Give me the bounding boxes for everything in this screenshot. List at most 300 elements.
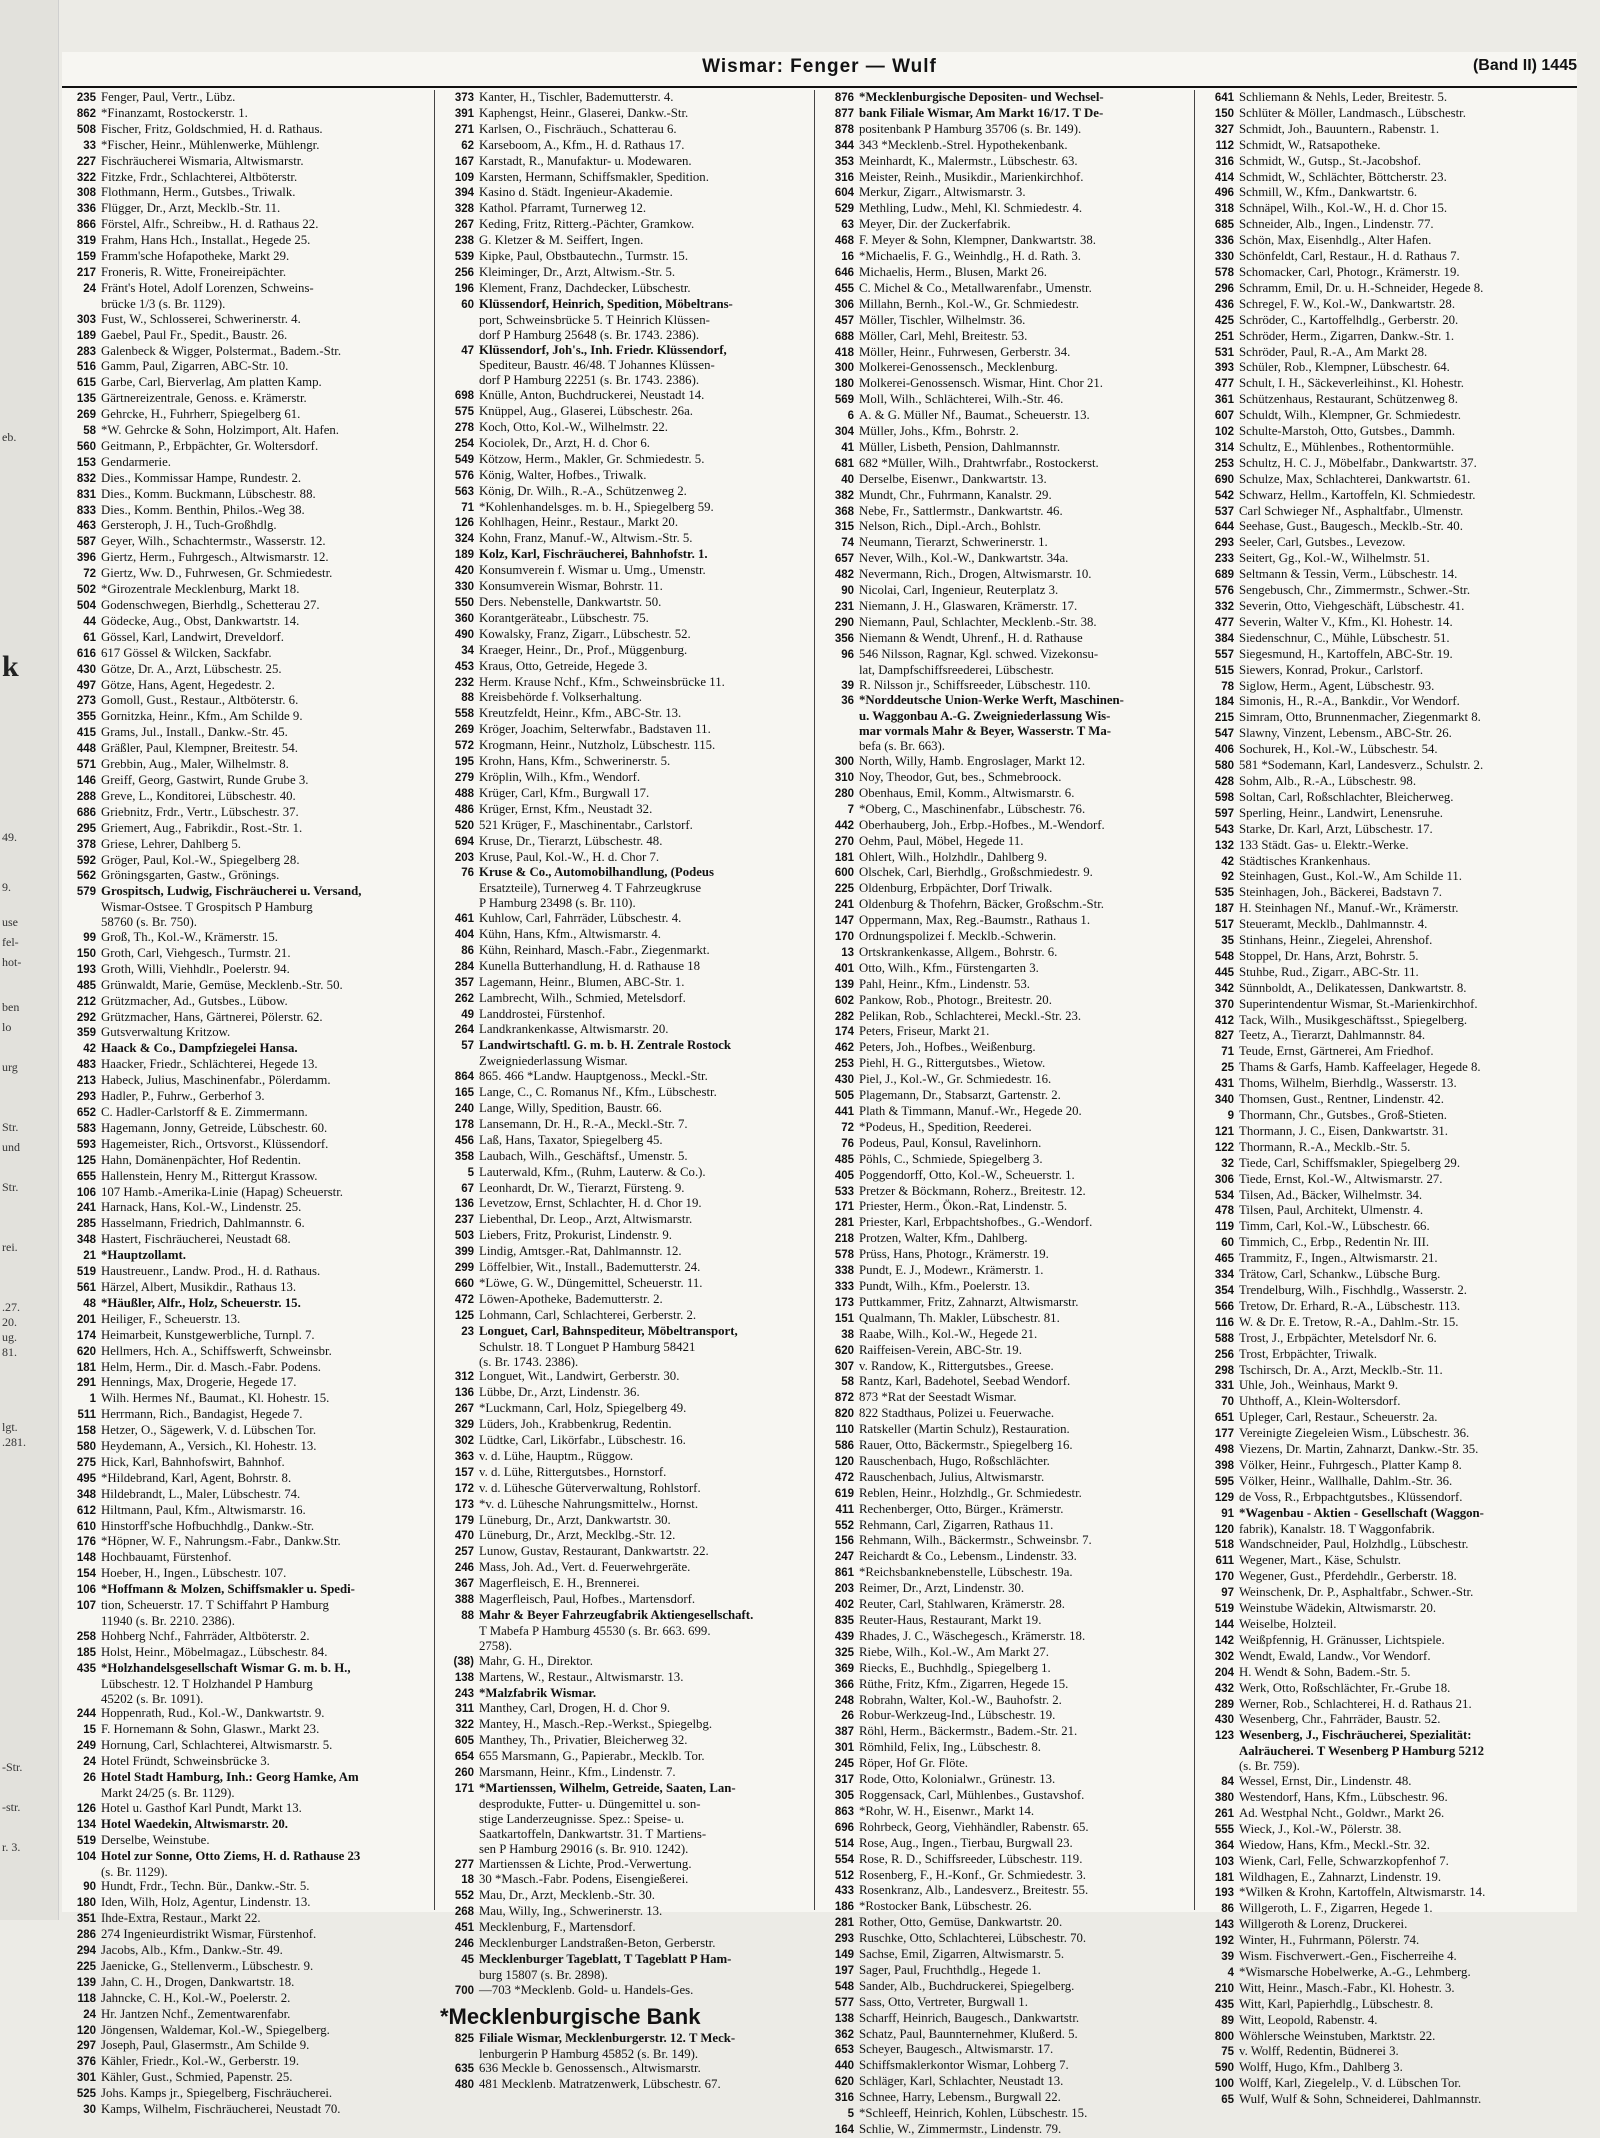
phone-number: 560 [76,440,96,453]
entry-text: Derselbe, Weinstube. [101,1832,210,1847]
directory-column-3 [820,90,1185,2136]
phone-number: 578 [1214,266,1234,279]
phone-number: 118 [77,1992,96,2005]
directory-entry [440,881,805,896]
phone-number: 25 [1221,1062,1234,1075]
entry-text: *Finanzamt, Rostockerstr. 1. [101,105,248,120]
directory-entry [440,1560,805,1576]
directory-entry [440,154,805,170]
phone-number: 555 [1214,1823,1234,1836]
entry-text: Gräßler, Paul, Klempner, Breitestr. 54. [101,741,298,756]
phone-number: 820 [834,1408,854,1421]
phone-number: 700 [454,1984,474,1997]
directory-entry [62,1216,427,1232]
margin-fragment: fel- [2,935,19,949]
entry-text: Schröder, Paul, R.-A., Am Markt 28. [1239,344,1428,359]
phone-number: 159 [76,251,96,264]
entry-text: *Schleeff, Heinrich, Kohlen, Lübschestr. 15. [859,2106,1088,2121]
directory-entry [1200,1633,1565,1649]
directory-entry [1200,1076,1565,1092]
directory-entry [820,424,1185,440]
directory-entry [440,943,805,959]
entry-text: Molkerei-Genossensch. Wismar, Hint. Chor 21. [859,376,1103,391]
entry-text: Groß, Th., Kol.-W., Krämerstr. 15. [101,930,279,945]
directory-entry [62,2070,427,2086]
directory-entry [440,818,805,834]
directory-entry [440,1936,805,1952]
entry-text: Rüthe, Fritz, Kfm., Zigarren, Hegede 15. [859,1676,1069,1691]
phone-number: 233 [1214,553,1234,566]
directory-entry [1200,1649,1565,1665]
margin-fragment: lo [2,1020,12,1034]
phone-number: 299 [454,1262,474,1275]
directory-entry [440,1244,805,1260]
directory-entry [1200,1838,1565,1854]
phone-number: 505 [834,1090,854,1103]
phone-number: 71 [461,501,474,514]
phone-number: 578 [834,1249,854,1262]
entry-text: Tilsen, Paul, Architekt, Ulmenstr. 4. [1239,1203,1424,1218]
phone-number: 561 [76,1281,96,1294]
directory-entry [62,1169,427,1185]
entry-text: 30 *Masch.-Fabr. Podens, Eisengießerei. [479,1872,689,1887]
directory-entry [440,1686,805,1702]
entry-text: Griemert, Aug., Fabrikdir., Rost.-Str. 1. [101,820,303,835]
phone-number: 496 [1214,187,1234,200]
directory-entry [820,631,1185,647]
directory-entry [62,423,427,439]
entry-text: Mau, Willy, Ing., Schwerinerstr. 13. [479,1904,663,1919]
directory-entry [1200,1028,1565,1044]
phone-number: 306 [1214,1173,1234,1186]
margin-fragment: use [2,915,18,929]
phone-number: 120 [1214,1523,1234,1536]
entry-text: Kruse, Paul, Kol.-W., H. d. Chor 7. [479,849,660,864]
directory-entry [62,1722,427,1738]
phone-number: 303 [76,313,96,326]
entry-text: Schnee, Harry, Lebensm., Burgwall 22. [859,2090,1061,2105]
entry-text: Oppermann, Max, Reg.-Baumstr., Rathaus 1. [859,913,1091,928]
entry-text: Wöhlersche Weinstuben, Marktstr. 22. [1239,2028,1436,2043]
phone-number: 125 [454,1309,474,1322]
entry-text: Tschirsch, Dr. A., Arzt, Mecklb.-Str. 11. [1239,1362,1443,1377]
directory-entry [440,1544,805,1560]
directory-entry [62,978,427,994]
directory-entry [62,2054,427,2070]
directory-entry [440,1355,805,1370]
entry-text: Raiffeisen-Verein, ABC-Str. 19. [859,1342,1022,1357]
phone-number: 549 [454,453,474,466]
phone-number: 277 [454,1858,474,1871]
entry-text: Kohlhagen, Heinr., Restaur., Markt 20. [479,515,679,530]
phone-number: 641 [1214,92,1234,104]
directory-entry [820,1708,1185,1724]
entry-text: Flothmann, Herm., Gutsbes., Triwalk. [101,185,296,200]
directory-entry [440,1417,805,1433]
margin-fragment: lgt. [2,1420,18,1434]
directory-entry [62,1879,427,1895]
entry-text: stige Landerzeugnisse. Spez.: Speise- u. [479,1811,685,1826]
directory-entry [1200,1235,1565,1251]
directory-entry [820,1852,1185,1868]
entry-text: v. d. Lühe, Rittergutsbes., Hornstorf. [479,1464,667,1479]
entry-text: Karstadt, R., Manufaktur- u. Modewaren. [479,153,692,168]
directory-entry [62,1407,427,1423]
entry-text: Klüssendorf, Heinrich, Spedition, Möbeltrans- [479,296,733,311]
phone-number: 531 [1214,346,1234,359]
phone-number: 373 [454,92,474,104]
phone-number: 405 [834,1169,854,1182]
directory-entry [820,504,1185,520]
phone-number: 433 [834,1885,854,1898]
directory-entry [62,328,427,344]
phone-number: 297 [76,2040,96,2053]
phone-number: 146 [76,774,96,787]
entry-text: Hallenstein, Henry M., Rittergut Krassow. [101,1168,318,1183]
entry-text: Landkrankenkasse, Altwismarstr. 20. [479,1022,669,1037]
directory-entry [820,138,1185,154]
entry-text: Superintendentur Wismar, St.-Marienkirchhof. [1239,996,1478,1011]
entry-text: Podeus, Paul, Konsul, Ravelinhorn. [859,1135,1042,1150]
phone-number: 1 [89,1393,96,1406]
directory-entry [1200,1251,1565,1267]
entry-text: Schützenhaus, Restaurant, Schützenweg 8. [1239,392,1458,407]
directory-entry [62,1344,427,1360]
phone-number: 231 [834,601,854,613]
entry-text: Sochurek, H., Kol.-W., Lübschestr. 54. [1239,742,1438,757]
phone-number: 291 [76,1377,96,1390]
directory-entry [1200,1203,1565,1219]
directory-entry [62,646,427,662]
phone-number: 519 [76,1834,96,1847]
entry-text: Klüssendorf, Joh's., Inh. Friedr. Klüssendorf, [479,342,727,357]
entry-text: Lüders, Joh., Krabbenkrug, Redentin. [479,1417,672,1432]
phone-number: 436 [1214,298,1234,311]
directory-entry [62,1328,427,1344]
phone-number: 525 [76,2088,96,2101]
phone-number: 39 [841,679,854,692]
phone-number: 605 [454,1735,474,1748]
entry-text: *Martienssen, Wilhelm, Getreide, Saaten, Lan- [479,1780,736,1795]
directory-entry [820,1820,1185,1836]
phone-number: 40 [841,473,854,486]
entry-text: Hoppenrath, Rud., Kol.-W., Dankwartstr. 9. [101,1706,325,1721]
entry-text: Hotel Waedekin, Altwismarstr. 20. [101,1816,288,1831]
directory-entry [820,678,1185,694]
entry-text: Lohmann, Carl, Schlachterei, Gerberstr. 2. [479,1307,697,1322]
directory-entry [820,1645,1185,1661]
phone-number: 104 [76,1850,96,1863]
phone-number: 139 [834,978,854,991]
directory-entry [440,627,805,643]
directory-entry [820,1454,1185,1470]
directory-entry [440,1385,805,1401]
entry-text: Reuter-Haus, Restaurant, Markt 19. [859,1613,1042,1627]
entry-text: Siedenschnur, C., Mühle, Lübschestr. 51. [1239,630,1450,645]
entry-text: Hasselmann, Friedrich, Dahlmannstr. 6. [101,1216,305,1231]
entry-text: Schnäpel, Wilh., Kol.-W., H. d. Chor 15. [1239,201,1448,216]
entry-text: Groth, Willi, Viehhdlr., Poelerstr. 94. [101,961,290,976]
directory-entry [62,359,427,375]
directory-entry [820,1024,1185,1040]
phone-number: 271 [454,123,474,136]
entry-text: Roggensack, Carl, Mühlenbes., Gustavshof. [859,1787,1085,1802]
phone-number: 543 [1214,823,1234,836]
directory-entry [820,1899,1185,1915]
directory-entry [440,1781,805,1797]
directory-entry [440,1085,805,1101]
directory-entry [1200,1426,1565,1442]
entry-text: Jöngensen, Waldemar, Kol.-W., Spiegelberg. [101,2022,330,2037]
directory-entry [820,170,1185,186]
directory-entry [440,2061,805,2077]
directory-entry [62,534,427,550]
directory-entry [1200,154,1565,170]
entry-text: Markt 24/25 (s. Br. 1129). [101,1785,235,1800]
directory-entry [820,647,1185,663]
phone-number: 378 [76,838,96,851]
directory-entry [1200,1885,1565,1901]
entry-text: desprodukte, Futter- u. Düngemittel u. son- [479,1796,701,1811]
phone-number: 827 [1214,1030,1234,1043]
entry-text: Schliemann & Nehls, Leder, Breitestr. 5. [1239,90,1448,104]
entry-text: Schönfeldt, Carl, Restaur., H. d. Rathaus 7. [1239,249,1460,264]
directory-entry [820,1056,1185,1072]
entry-text: Tack, Wilh., Musikgeschäftsst., Spiegelberg. [1239,1012,1468,1027]
directory-entry [62,1849,427,1865]
phone-number: 16 [841,251,854,264]
phone-number: 139 [76,1976,96,1989]
directory-entry [820,1772,1185,1788]
directory-entry [1200,313,1565,329]
entry-text: Simram, Otto, Brunnenmacher, Ziegenmarkt 8. [1239,710,1481,725]
directory-entry [62,1943,427,1959]
entry-text: Wendt, Ewald, Landw., Vor Wendorf. [1239,1648,1431,1663]
phone-number: 322 [454,1719,474,1732]
entry-text: Förstel, Alfr., Schreibw., H. d. Rathaus 22. [101,217,319,232]
phone-number: 5 [467,1166,474,1179]
directory-entry [820,1311,1185,1327]
directory-entry [62,1471,427,1487]
entry-text: Robur-Werkzeug-Ind., Lübschestr. 19. [859,1708,1056,1723]
entry-text: Wegener, Gust., Pferdehdlr., Gerberstr. 18. [1239,1569,1457,1584]
entry-text: Frahm, Hans Hch., Installat., Hegede 25. [101,233,311,248]
directory-entry [62,1786,427,1801]
phone-number: 241 [834,899,854,912]
phone-number: 518 [1214,1539,1234,1552]
phone-number: 280 [834,787,854,800]
phone-number: 238 [454,235,474,248]
entry-text: Werner, Rob., Schlachterei, H. d. Rathaus 21. [1239,1696,1472,1711]
directory-entry [820,408,1185,424]
phone-number: 294 [76,1945,96,1958]
phone-number: 204 [1214,1666,1234,1679]
directory-entry [440,1576,805,1592]
phone-number: 49 [461,1008,474,1021]
directory-entry [62,1801,427,1817]
entry-text: Klement, Franz, Dachdecker, Lübschestr. [479,280,691,295]
entry-text: Fränt's Hotel, Adolf Lorenzen, Schweins- [101,280,314,295]
directory-entry [820,1088,1185,1104]
entry-text: Grebbin, Aug., Maler, Wilhelmstr. 8. [101,757,289,772]
directory-entry [62,821,427,837]
entry-text: Thormann, J. C., Eisen, Dankwartstr. 31. [1239,1123,1448,1138]
phone-number: 273 [76,695,96,708]
entry-text: Meister, Reinh., Musikdir., Marienkirchhof. [859,169,1084,184]
phone-number: 24 [83,2008,96,2021]
entry-text: Wolff, Karl, Ziegelelp., V. d. Lübschen Tor. [1239,2076,1462,2091]
phone-number: 414 [1214,171,1234,184]
phone-number: 171 [454,1782,474,1795]
directory-entry [820,2027,1185,2043]
entry-text: Puttkammer, Fritz, Zahnarzt, Altwismarstr. [859,1294,1079,1309]
entry-text: Groth, Carl, Viehgesch., Turmstr. 21. [101,945,291,960]
phone-number: 517 [1214,919,1234,932]
entry-text: Gehrcke, H., Fuhrherr, Spiegelberg 61. [101,407,301,422]
phone-number: 597 [1214,807,1234,820]
directory-entry [62,757,427,773]
phone-number: 26 [841,1710,854,1723]
directory-entry [820,2090,1185,2106]
directory-entry [1200,1363,1565,1379]
phone-number: 269 [454,724,474,737]
phone-number: 304 [834,426,854,439]
entry-text: *Wilken & Krohn, Kartoffeln, Altwismarstr. 14. [1239,1885,1486,1900]
entry-text: *Hildebrand, Karl, Agent, Bohrstr. 8. [101,1470,292,1485]
entry-text: Schatz, Paul, Baunnternehmer, Klußerd. 5. [859,2026,1078,2041]
phone-number: 832 [76,472,96,485]
margin-fragment: 20. [2,1315,17,1329]
phone-number: 148 [76,1552,96,1565]
entry-text: Hetzer, O., Sägewerk, V. d. Lübschen Tor. [101,1423,317,1438]
entry-text: Scharff, Heinrich, Baugesch., Dankwartstr. [859,2010,1080,2025]
phone-number: 569 [834,394,854,407]
phone-number: 502 [76,584,96,597]
phone-number: 445 [1214,966,1234,979]
phone-number: 611 [1215,1555,1234,1568]
entry-text: v. Randow, K., Rittergutsbes., Greese. [859,1358,1054,1373]
phone-number: 554 [834,1853,854,1866]
directory-entry [62,185,427,201]
entry-text: Stuhbe, Rud., Zigarr., ABC-Str. 11. [1239,964,1419,979]
phone-number: 156 [834,1535,854,1548]
directory-entry [1200,1712,1565,1728]
phone-number: 247 [834,1551,854,1564]
phone-number: 317 [834,1774,854,1787]
phone-number: 681 [834,457,854,470]
directory-entry [820,961,1185,977]
phone-number: 217 [76,266,96,279]
phone-number: 138 [454,1671,474,1684]
phone-number: 312 [454,1371,474,1384]
phone-number: 57 [461,1040,474,1053]
directory-entry [1200,122,1565,138]
phone-number: 240 [454,1103,474,1115]
phone-number: 84 [1221,1776,1234,1789]
entry-text: Kunella Butterhandlung, H. d. Rathause 18 [479,958,701,973]
directory-entry [440,1324,805,1340]
phone-number: 248 [834,1694,854,1707]
directory-entry [62,1232,427,1248]
entry-text: Weinschenk, Dr. P., Asphaltfabr., Schwer.-Str. [1239,1585,1474,1600]
entry-text: Kipke, Paul, Obstbautechn., Turmstr. 15. [479,249,689,264]
phone-number: 316 [834,2092,854,2105]
directory-entry [820,1438,1185,1454]
directory-entry [62,1423,427,1439]
directory-entry [820,850,1185,866]
directory-entry [62,1185,427,1201]
phone-number: 388 [454,1594,474,1607]
entry-text: Lange, C., C. Romanus Nf., Kfm., Lübschestr. [479,1085,717,1100]
directory-entry [1200,647,1565,663]
directory-entry [820,1661,1185,1677]
phone-number: 121 [1214,1125,1234,1138]
phone-number: 187 [1214,903,1234,916]
directory-entry [62,915,427,930]
directory-entry [62,1991,427,2007]
phone-number: 329 [454,1419,474,1432]
phone-number: 646 [834,266,854,279]
directory-entry [440,170,805,186]
phone-number: 362 [834,2028,854,2041]
directory-entry [62,582,427,598]
phone-number: 103 [1214,1855,1234,1868]
directory-entry [1200,790,1565,806]
phone-number: 72 [83,568,96,581]
entry-text: Martens, W., Restaur., Altwismarstr. 13. [479,1669,684,1684]
phone-number: 356 [834,632,854,645]
entry-text: Molkerei-Genossensch., Mecklenburg. [859,360,1058,375]
directory-entry [440,1449,805,1465]
entry-text: Filiale Wismar, Mecklenburgerstr. 12. T Meck- [479,2030,736,2045]
entry-text: Mau, Dr., Arzt, Mecklenb.-Str. 30. [479,1888,655,1903]
directory-entry [62,1692,427,1707]
directory-entry [820,1247,1185,1263]
entry-text: Peters, Friseur, Markt 21. [859,1024,990,1039]
entry-text: Pelikan, Rob., Schlachterei, Meckl.-Str. 23. [859,1008,1082,1023]
directory-entry [1200,408,1565,424]
entry-text: Riebe, Wilh., Kol.-W., Am Markt 27. [859,1644,1050,1659]
entry-text: Never, Wilh., Kol.-W., Dankwartstr. 34a. [859,551,1069,566]
directory-entry [820,185,1185,201]
phone-number: 431 [1214,1078,1234,1091]
directory-entry [440,738,805,754]
phone-number: 866 [76,219,96,232]
phone-number: 396 [76,552,96,565]
entry-text: Hochbauamt, Fürstenhof. [101,1550,232,1565]
phone-number: 275 [76,1456,96,1469]
directory-entry [62,90,427,106]
entry-text: H. Wendt & Sohn, Badem.-Str. 5. [1239,1664,1411,1679]
phone-number: 451 [454,1922,474,1935]
entry-text: Kröger, Joachim, Selterwfabr., Badstaven 11. [479,722,711,737]
phone-number: 210 [1214,1982,1234,1995]
directory-entry [440,1196,805,1212]
phone-number: 45 [461,1953,474,1966]
directory-entry [1200,1949,1565,1965]
phone-number: 89 [1221,2014,1234,2027]
directory-entry [1200,679,1565,695]
column-divider [814,90,815,1910]
directory-entry [1200,965,1565,981]
phone-number: 472 [454,1293,474,1306]
entry-text: Liebenthal, Dr. Leop., Arzt, Altwismarstr. [479,1212,693,1227]
directory-entry [1200,1665,1565,1681]
phone-number: 495 [76,1472,96,1485]
entry-text: lenburgerin P Hamburg 45852 (s. Br. 149). [479,2046,699,2061]
margin-fragment: -str. [2,1800,21,1814]
entry-text: Schläger, Karl, Schlachter, Neustadt 13. [859,2074,1064,2089]
